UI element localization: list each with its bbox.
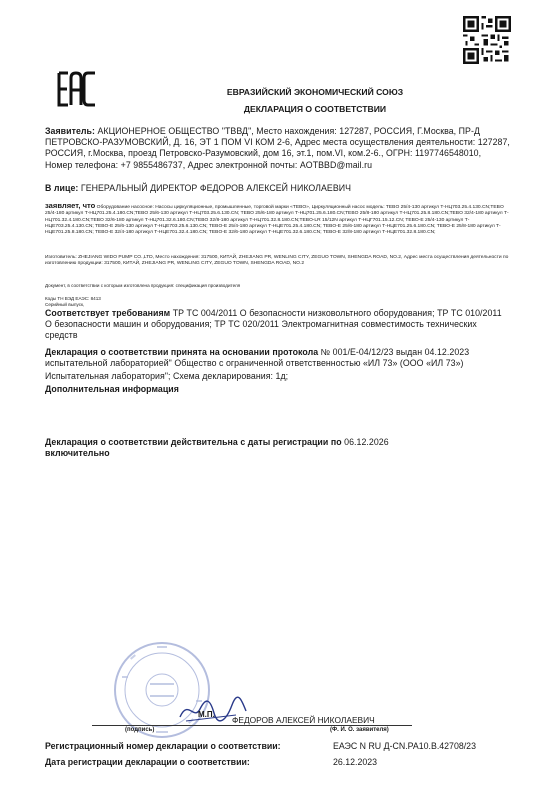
complies-section bbox=[45, 308, 510, 342]
head-text: ГЕНЕРАЛЬНЫЙ ДИРЕКТОР ФЕДОРОВ АЛЕКСЕЙ НИКОЛАЕВИЧ bbox=[80, 183, 352, 193]
basis-text: № 001/E-04/12/23 выдан 04.12.2023 испытательной лабораторией" Общество с ограниченной ответственностью «ИЛ 73» (ООО «ИЛ 73») bbox=[45, 347, 470, 369]
union-title: ЕВРАЗИЙСКИЙ ЭКОНОМИЧЕСКИЙ СОЮЗ bbox=[226, 87, 404, 97]
codes-line: Коды ТН ВЭД ЕАЭС: 8413 bbox=[45, 296, 101, 301]
validity-section bbox=[45, 437, 510, 459]
applicant-name: ФЕДОРОВ АЛЕКСЕЙ НИКОЛАЕВИЧ bbox=[232, 715, 375, 725]
fio-line bbox=[232, 725, 412, 726]
applicant-label: Заявитель: bbox=[45, 126, 95, 136]
document-title: ДЕКЛАРАЦИЯ О СООТВЕТСТВИИ bbox=[243, 104, 387, 114]
document-line: Документ, в соответствии с которым изготовлена продукция: спецификация производителя bbox=[45, 283, 241, 288]
fio-caption: (Ф. И. О. заявителя) bbox=[330, 727, 389, 733]
serial-line: Серийный выпуск, bbox=[45, 302, 85, 308]
applicant-section bbox=[45, 126, 510, 171]
validity-label: Декларация о соответствии действительна с даты регистрации по bbox=[45, 437, 342, 447]
extra-info-label: Дополнительная информация bbox=[45, 384, 179, 394]
lab-line: Испытательная лаборатория"; Схема декларирования: 1д; bbox=[45, 371, 289, 381]
complies-label: Соответствует требованиям bbox=[45, 308, 171, 318]
registration-number-label: Регистрационный номер декларации о соответствии: bbox=[45, 741, 281, 751]
applicant-text: АКЦИОНЕРНОЕ ОБЩЕСТВО "ТВВД", Место нахождения: 127287, РОССИЯ, Г.Москва, ПР-Д ПЕТРОВСКО-РАЗУМОВСКИЙ, Д. 16, ЭТ 1 ПОМ VI КОМ 2-6, Адрес места осуществления деятельности: 127287, РОССИЯ, г.Москва, проезд Петровско-Разумовский, дом 16, эт.1, пом.VI, ком.2-6., ОГРН: 1197746548010, Номер телефона: +7 9855486737, Адрес электронной почты: AOTBBD@mail.ru bbox=[45, 126, 510, 170]
declares-label: заявляет, что bbox=[45, 201, 96, 210]
complies-text: ТР ТС 004/2011 О безопасности низковольтного оборудования; ТР ТС 010/2011 О безопасности машин и оборудования; ТР ТС 020/2011 Электромагнитная совместимость технических средств bbox=[45, 308, 502, 341]
head-section bbox=[45, 183, 510, 194]
declares-section bbox=[45, 203, 510, 236]
basis-section bbox=[45, 347, 510, 369]
declares-text: Оборудование насосное: Насосы циркуляционные, промышленные, торговой марки «TEBO», Циркуляционный насос модель: TEBO 25/4-130 артикул Т-НЦ703.25.4.130.CN;TEBO 25/4-180 артикул Т-НЦ701.25.4.180.CN;TEBO 25/6-130 артикул Т-НЦ703.25.6.130.CN; TEBO 25/6-180 артикул Т-НЦ701.25.6.180.CN;TEBO 25/8-180 артикул Т-НЦ701.25.8.180.CN;TEBO 32/4-180 артикул Т-НЦ701.32.4.180.CN;TEBO 32/6-180 артикул Т-НЦ701.32.6.180.CN;TEBO 32/8-180 артикул Т-НЦ701.32.8.180.CN;TEBO-LR 15/12N артикул Т-НЦГ701.15.12.CN; TEBO-E 25/4-130 артикул Т-НЦЕ703.25.4.130.CN; TEBO-E 25/6-130 артикул Т-НЦЕ703.25.6.130.CN; TEBO-E 25/4-180 артикул Т-НЦЕ701.25.4.180.CN; TEBO-E 25/6-180 артикул Т-НЦЕ701.25.6.180.CN; TEBO-E 25/8-180 артикул Т-НЦЕ701.25.8.180.CN; TEBO-E 32/4-180 артикул Т-НЦЕ701.32.4.180.CN; TEBO-E 32/6-180 артикул Т-НЦЕ701.32.6.180.CN; TEBO-E 32/8-180 артикул Т-НЦЕ701.32.8.180.CN; bbox=[45, 205, 509, 236]
registration-date: 26.12.2023 bbox=[333, 757, 378, 767]
validity-date: 06.12.2026 bbox=[344, 437, 389, 447]
validity-suffix: включительно bbox=[45, 448, 110, 459]
mp-mark: М.П. bbox=[198, 710, 215, 719]
signature-caption: (подпись) bbox=[125, 727, 155, 733]
qr-code bbox=[463, 16, 511, 64]
head-label: В лице: bbox=[45, 183, 79, 193]
basis-label: Декларация о соответствии принята на основании протокола bbox=[45, 347, 319, 357]
registration-number: ЕАЭС N RU Д-CN.PA10.B.42708/23 bbox=[333, 741, 476, 751]
manufacturer-section: Изготовитель: ZHEJIANG WIDO PUMP CO.,LTD, Место нахождения: 317500, КИТАЙ, ZHEJIANG PR, WENLING CITY, ZEGUO TOWN, SHENGDA ROAD, NO.2, Адрес места осуществления деятельности по изготовлению продукции: 317500, КИТАЙ, ZHEJIANG PR, WENLING CITY, ZEGUO TOWN, SHENGDA ROAD, NO.2 bbox=[45, 255, 509, 267]
codes-section bbox=[45, 296, 510, 308]
signature-line bbox=[92, 725, 232, 726]
registration-date-label: Дата регистрации декларации о соответствии: bbox=[45, 757, 250, 767]
